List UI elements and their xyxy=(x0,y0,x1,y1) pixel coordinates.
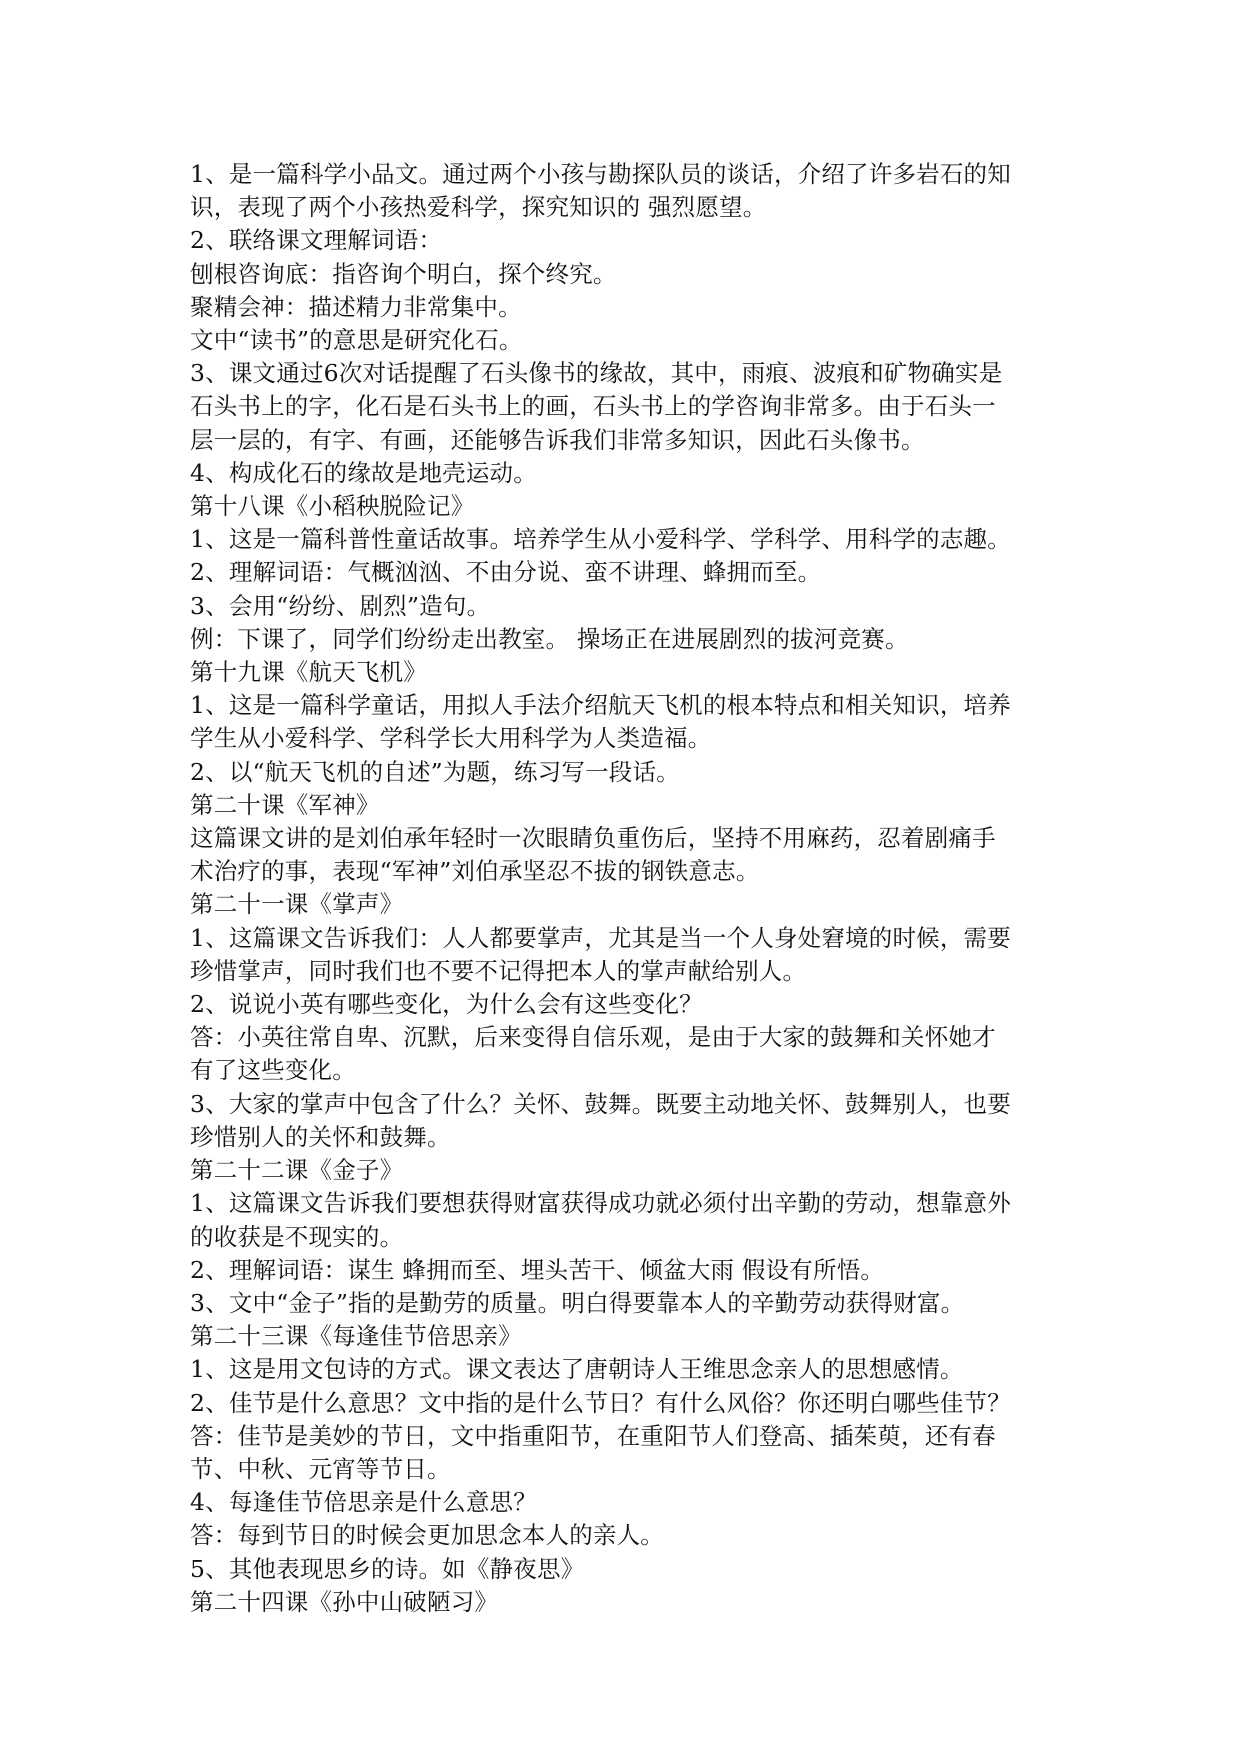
document-body xyxy=(190,158,1060,1619)
text-line: 3、课文通过6次对话提醒了石头像书的缘故，其中，雨痕、波痕和矿物确实是 xyxy=(190,359,1003,388)
text-line: 5、其他表现思乡的诗。如《静夜思》 xyxy=(190,1554,585,1583)
text-line: 学生从小爱科学、学科学长大用科学为人类造福。 xyxy=(190,724,712,753)
text-line: 第十九课《航天飞机》 xyxy=(190,658,427,687)
text-line: 3、大家的掌声中包含了什么？关怀、鼓舞。既要主动地关怀、鼓舞别人，也要 xyxy=(190,1089,1011,1118)
text-line: 识，表现了两个小孩热爱科学，探究知识的 强烈愿望。 xyxy=(190,193,767,222)
text-line: 这篇课文讲的是刘伯承年轻时一次眼睛负重伤后，坚持不用麻药，忍着剧痛手 xyxy=(190,824,996,853)
text-line: 第二十三课《每逢佳节倍思亲》 xyxy=(190,1322,522,1351)
text-line: 4、构成化石的缘故是地壳运动。 xyxy=(190,458,537,487)
text-line: 术治疗的事，表现“军神”刘伯承坚忍不拔的钢铁意志。 xyxy=(190,857,760,886)
text-line: 第十八课《小稻秧脱险记》 xyxy=(190,492,475,521)
text-line: 珍惜掌声，同时我们也不要不记得把本人的掌声献给别人。 xyxy=(190,956,807,985)
text-line: 2、以“航天飞机的自述”为题，练习写一段话。 xyxy=(190,757,680,786)
text-line: 珍惜别人的关怀和鼓舞。 xyxy=(190,1122,451,1151)
text-line: 答：佳节是美妙的节日，文中指重阳节，在重阳节人们登高、插茱萸，还有春 xyxy=(190,1421,996,1450)
text-line: 层一层的，有字、有画，还能够告诉我们非常多知识，因此石头像书。 xyxy=(190,425,925,454)
text-line: 第二十二课《金子》 xyxy=(190,1156,404,1185)
text-line: 3、会用“纷纷、剧烈”造句。 xyxy=(190,591,491,620)
text-line: 1、这篇课文告诉我们：人人都要掌声，尤其是当一个人身处窘境的时候，需要 xyxy=(190,923,1011,952)
text-line: 例：下课了，同学们纷纷走出教室。 操场正在进展剧烈的拔河竞赛。 xyxy=(190,624,909,653)
text-line: 第二十四课《孙中山破陋习》 xyxy=(190,1587,499,1616)
text-line: 的收获是不现实的。 xyxy=(190,1222,404,1251)
text-line: 2、理解词语：谋生 蜂拥而至、埋头苦干、倾盆大雨 假设有所悟。 xyxy=(190,1255,885,1284)
text-line: 答：每到节日的时候会更加思念本人的亲人。 xyxy=(190,1521,664,1550)
text-line: 聚精会神：描述精力非常集中。 xyxy=(190,292,522,321)
text-line: 3、文中“金子”指的是勤劳的质量。明白得要靠本人的辛勤劳动获得财富。 xyxy=(190,1288,965,1317)
text-line: 答：小英往常自卑、沉默，后来变得自信乐观，是由于大家的鼓舞和关怀她才 xyxy=(190,1023,996,1052)
text-line: 2、联络课文理解词语： xyxy=(190,226,443,255)
text-line: 节、中秋、元宵等节日。 xyxy=(190,1454,451,1483)
text-line: 文中“读书”的意思是研究化石。 xyxy=(190,326,523,355)
text-line: 2、理解词语：气概汹汹、不由分说、蛮不讲理、蜂拥而至。 xyxy=(190,558,822,587)
text-line: 第二十一课《掌声》 xyxy=(190,890,404,919)
text-line: 1、这是用文包诗的方式。课文表达了唐朝诗人王维思念亲人的思想感情。 xyxy=(190,1355,964,1384)
text-line: 1、这是一篇科普性童话故事。培养学生从小爱科学、学科学、用科学的志趣。 xyxy=(190,525,1011,554)
text-line: 4、每逢佳节倍思亲是什么意思？ xyxy=(190,1488,537,1517)
text-line: 1、这篇课文告诉我们要想获得财富获得成功就必须付出辛勤的劳动，想靠意外 xyxy=(190,1189,1011,1218)
text-line: 2、说说小英有哪些变化，为什么会有这些变化？ xyxy=(190,990,703,1019)
text-line: 有了这些变化。 xyxy=(190,1056,356,1085)
text-line: 2、佳节是什么意思？文中指的是什么节日？有什么风俗？你还明白哪些佳节？ xyxy=(190,1388,1011,1417)
text-line: 石头书上的字，化石是石头书上的画，石头书上的学咨询非常多。由于石头一 xyxy=(190,392,996,421)
text-line: 1、这是一篇科学童话，用拟人手法介绍航天飞机的根本特点和相关知识，培养 xyxy=(190,691,1011,720)
text-line: 刨根咨询底：指咨询个明白，探个终究。 xyxy=(190,259,617,288)
text-line: 第二十课《军神》 xyxy=(190,790,380,819)
text-line: 1、是一篇科学小品文。通过两个小孩与勘探队员的谈话，介绍了许多岩石的知 xyxy=(190,160,1011,188)
